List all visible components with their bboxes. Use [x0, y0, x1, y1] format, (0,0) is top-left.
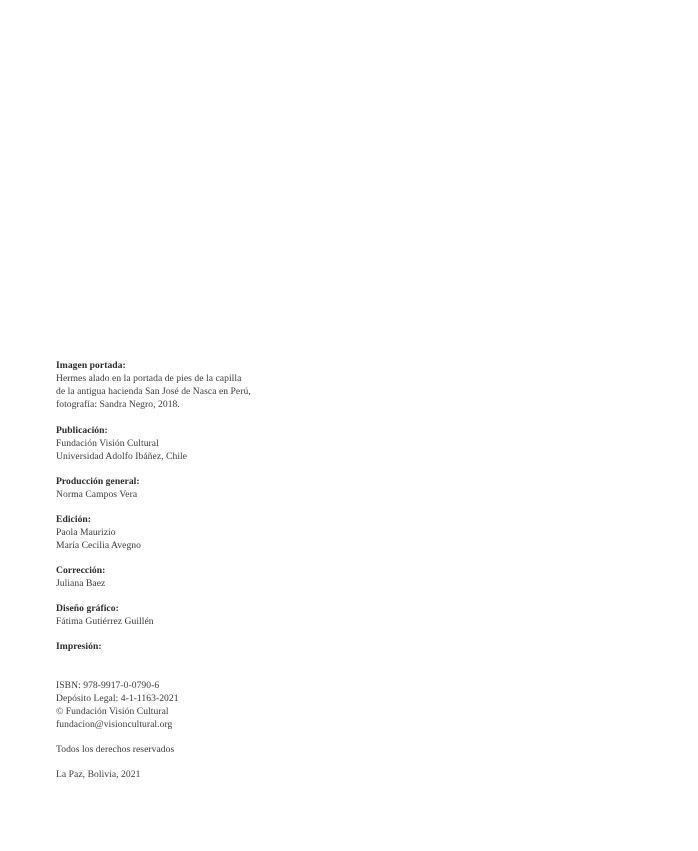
- printing-label: Impresión:: [56, 641, 102, 652]
- correction-label: Corrección:: [56, 565, 106, 576]
- legal-deposit-text: Depósito Legal: 4-1-1163-2021: [56, 693, 179, 704]
- cover-image-line: de la antigua hacienda San José de Nasca en Perú,: [56, 386, 251, 397]
- printing-credit: [56, 640, 656, 653]
- general-production-line: Norma Campos Vera: [56, 489, 138, 500]
- correction-line: Juliana Baez: [56, 578, 106, 589]
- publication-label: Publicación:: [56, 425, 108, 436]
- graphic-design-line: Fátima Gutiérrez Guillén: [56, 616, 154, 627]
- cover-image-line: fotografía: Sandra Negro, 2018.: [56, 399, 180, 410]
- cover-image-line: Hermes alado en la portada de pies de la capilla: [56, 373, 242, 384]
- credits-block: [56, 359, 656, 781]
- edition-line: Paola Maurizio: [56, 527, 116, 538]
- cover-image-label: Imagen portada:: [56, 360, 126, 371]
- edition-credit: [56, 513, 656, 552]
- rights-block: [56, 743, 656, 756]
- place-date-text: La Paz, Bolivia, 2021: [56, 769, 141, 780]
- publication-line: Universidad Adolfo Ibáñez, Chile: [56, 451, 188, 462]
- place-date-block: [56, 768, 656, 781]
- cover-image-credit: [56, 359, 656, 411]
- graphic-design-label: Diseño gráfico:: [56, 603, 119, 614]
- general-production-label: Producción general:: [56, 476, 140, 487]
- legal-info: [56, 679, 656, 731]
- correction-credit: [56, 564, 656, 590]
- graphic-design-credit: [56, 602, 656, 628]
- copyright-text: © Fundación Visión Cultural: [56, 706, 169, 717]
- rights-text: Todos los derechos reservados: [56, 744, 175, 755]
- publication-line: Fundación Visión Cultural: [56, 438, 159, 449]
- publication-credit: [56, 424, 656, 463]
- isbn-text: ISBN: 978-9917-0-0790-6: [56, 680, 160, 691]
- edition-line: María Cecilia Avegno: [56, 540, 142, 551]
- edition-label: Edición:: [56, 514, 92, 525]
- contact-email: fundacion@visioncultural.org: [56, 719, 173, 730]
- general-production-credit: [56, 475, 656, 501]
